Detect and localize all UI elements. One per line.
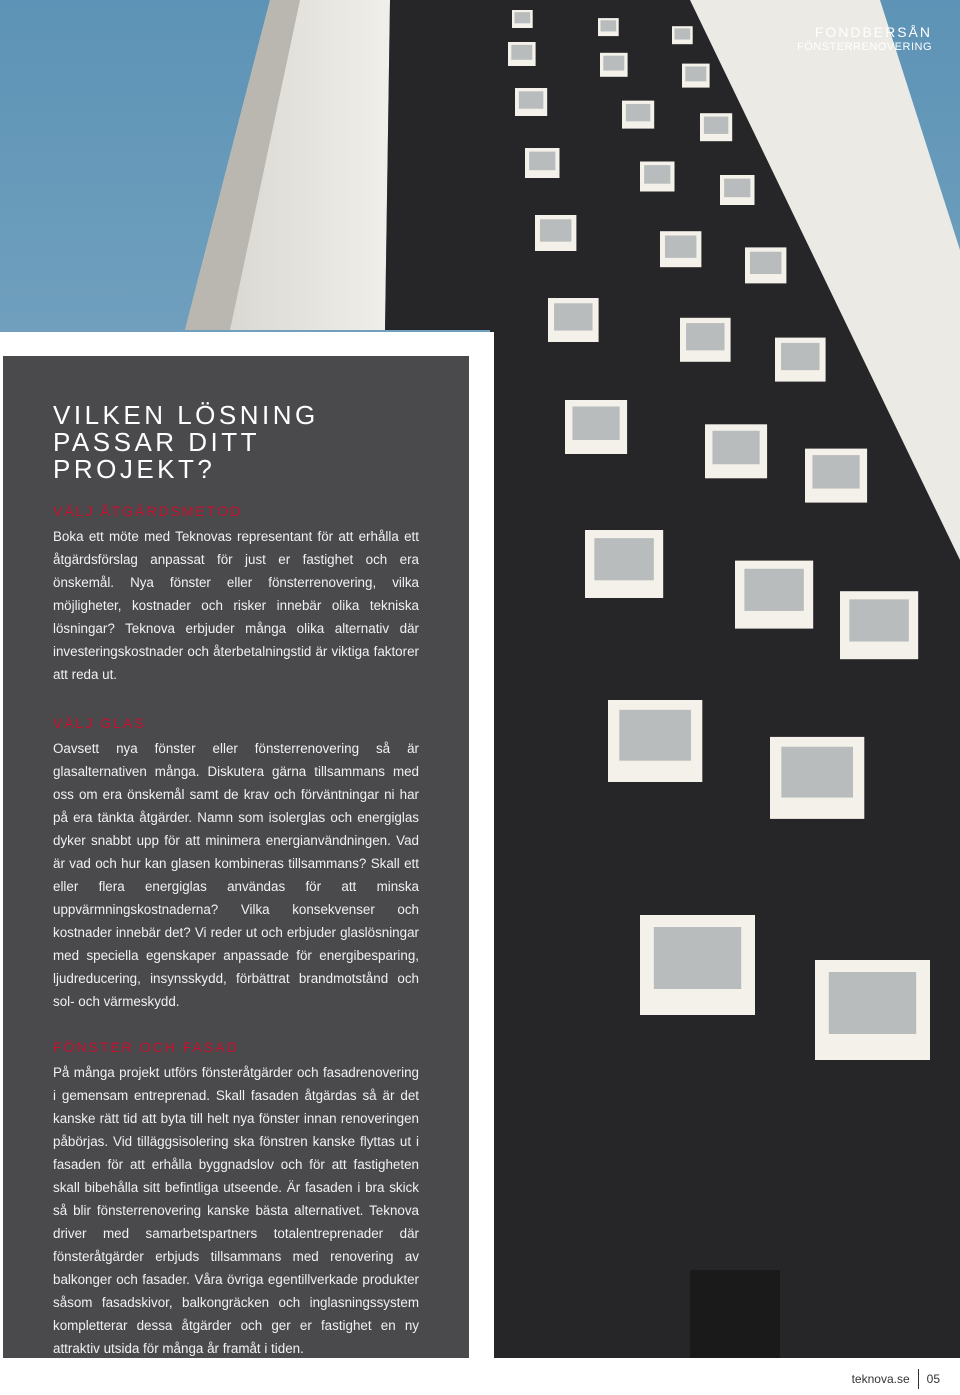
window-glass (519, 91, 543, 108)
brand-title: FONDBERSÅN (814, 24, 932, 40)
page-number: 05 (926, 1372, 940, 1386)
window-glass (704, 117, 728, 134)
section-valj-atgardsmetod (53, 503, 419, 686)
text-panel (3, 356, 469, 1358)
window-glass (644, 165, 670, 184)
window-glass (600, 20, 616, 31)
window-glass (712, 431, 759, 464)
window-glass (674, 28, 690, 39)
section-valj-glas (53, 715, 419, 1013)
window-glass (750, 252, 781, 274)
section-fonster-och-fasad (53, 1039, 419, 1360)
window-glass (603, 56, 624, 71)
section-title: VÄLJ ÅTGÄRDSMETOD (53, 503, 243, 519)
window-glass (829, 972, 916, 1034)
window-glass (654, 927, 741, 989)
brand (797, 24, 932, 53)
window-glass (781, 747, 853, 798)
website-link[interactable]: teknova.se (851, 1372, 910, 1386)
section-title: VÄLJ GLAS (53, 715, 146, 731)
window-glass (619, 710, 691, 761)
section-text: På många projekt utförs fönsteråtgärder och fasadrenovering i gemensam entreprenad. Skall fasaden åtgärdas så är det kanske rätt tid att byta till helt nya fönster innan renoveringen påbörjas. Vid tilläggsisolering ska fönstren kanske flyttas ut i fasaden för att erhålla byggnadslov och för att fastigheten skall bibehålla sitt befintliga utseende. Är fasaden i bra skick så blir fönsterrenovering kanske bästa alternativet. Teknova driver med samarbetspartners totalentreprenader där fönsteråtgärder erbjuds tillsammans med renovering av balkonger och fasader. Våra övriga egentillverkade produkter såsom fasadskivor, balkongräcken och inglasningssystem kompletterar dessa åtgärder och ger er fastighet en ny attraktiv utsida för många år framåt i tiden. (53, 1065, 419, 1356)
window-glass (511, 45, 532, 60)
page-footer (852, 1369, 940, 1389)
section-title: FÖNSTER OCH FASAD (53, 1039, 239, 1055)
brand-subtitle: FÖNSTERRENOVERING (796, 41, 932, 53)
window-glass (529, 152, 555, 171)
window-glass (514, 12, 530, 23)
window-glass (665, 236, 696, 258)
window-glass (554, 303, 592, 330)
window-glass (594, 538, 653, 580)
window-glass (744, 569, 803, 611)
door (690, 1270, 780, 1358)
headline: VILKEN LÖSNING PASSAR DITT PROJEKT? (53, 400, 319, 484)
window-glass (781, 343, 819, 370)
window-glass (572, 406, 619, 439)
section-text: Oavsett nya fönster eller fönsterrenovering så är glasalternativen många. Diskutera gärna tillsammans med oss om era önskemål samt de krav och förväntningar ni har på era tänkta åtgärder. Namn som isolerglas och energiglas dyker snabbt upp för att minimera energianvändningen. Vad är vad och hur kan glasen kombineras tillsammans? Skall ett eller flera energiglas användas för att minska uppvärmningskostnaderna? Vilka konsekvenser och kostnader innebär det? Vi reder ut och erbjuder glaslösningar med speciella egenskaper anpassade för energibesparing, ljudreducering, insynsskydd, förbättrat brandmotstånd och sol- och värmeskydd. (53, 741, 419, 1009)
window-glass (540, 219, 571, 241)
window-glass (812, 455, 859, 488)
window-glass (626, 104, 650, 121)
footer-divider (918, 1369, 919, 1389)
window-glass (686, 323, 724, 350)
window-glass (685, 66, 706, 81)
window-glass (724, 179, 750, 198)
section-text: Boka ett möte med Teknovas representant för att erhålla ett åtgärdsförslag anpassat för just er fastighet och era önskemål. Nya fönster eller fönsterrenovering, vilka möjligheter, kostnader och risker innebär olika tekniska lösningar? Teknova erbjuder många olika alternativ där investeringskostnader och återbetalningstid är viktiga faktorer att reda ut. (53, 529, 419, 682)
window-glass (849, 599, 908, 641)
